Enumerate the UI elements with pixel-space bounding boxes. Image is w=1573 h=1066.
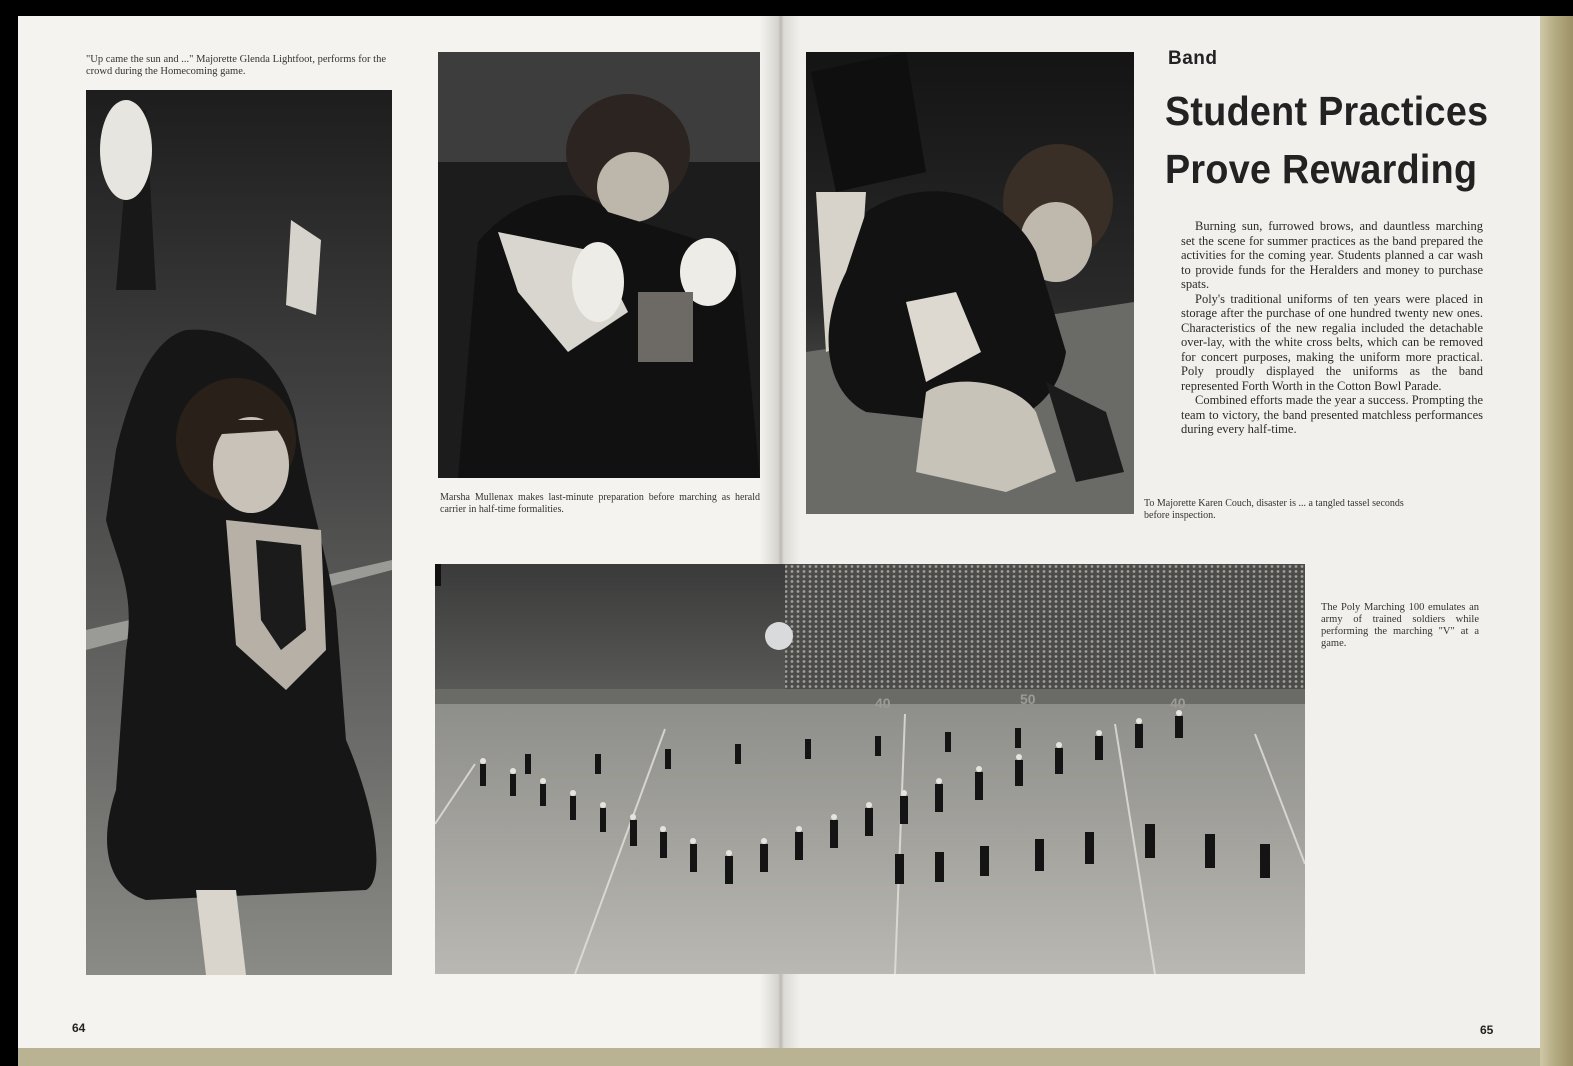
page-number-right: 65	[1480, 1023, 1494, 1037]
body-paragraph-1: Burning sun, furrowed brows, and dauntless marching set the scene for summer practices as the band prepared the activities for the coming year. Students planned a car wash to provide funds for the Heralders and money to purchase spats.	[1181, 219, 1483, 291]
field-marker-40-left: 40	[875, 695, 891, 711]
body-paragraph-3: Combined efforts made the year a success. Prompting the team to victory, the band presented matchless performances during every half-time.	[1181, 393, 1483, 436]
book-bottom-edge	[18, 1048, 1540, 1066]
body-paragraph-2: Poly's traditional uniforms of ten years were placed in storage after the purchase of one hundred twenty new ones. Characteristics of the new regalia included the detachable over-lay, with the white cross belts, which can be removed for concert purposes, making the uniform more practical. Poly proudly displayed the uniforms as the band represented Forth Worth in the Cotton Bowl Parade.	[1181, 291, 1483, 393]
caption-tassel: To Majorette Karen Couch, disaster is ... a tangled tassel seconds before inspection.	[1144, 498, 1404, 521]
book-binding	[1540, 16, 1573, 1066]
caption-marching: The Poly Marching 100 emulates an army of trained soldiers while performing the marching "V" at a game.	[1321, 602, 1479, 649]
caption-herald: Marsha Mullenax makes last-minute preparation before marching as herald carrier in half-time formalities.	[440, 492, 760, 515]
field-marker-40-right: 40	[1170, 695, 1186, 711]
page-number-left: 64	[72, 1021, 86, 1035]
article-body	[1181, 219, 1483, 437]
caption-majorette: "Up came the sun and ..." Majorette Glenda Lightfoot, performs for the crowd during the Homecoming game.	[86, 54, 386, 77]
photo-majorette-lightfoot	[86, 90, 392, 975]
photo-herald-carrier	[438, 52, 760, 478]
headline-line-2: Prove Rewarding	[1165, 146, 1478, 192]
photo-marching-band-field	[435, 564, 1305, 974]
photo-majorette-couch	[806, 52, 1134, 514]
section-label: Band	[1168, 48, 1218, 69]
headline-line-1: Student Practices	[1165, 88, 1489, 134]
field-marker-50: 50	[1020, 691, 1036, 707]
